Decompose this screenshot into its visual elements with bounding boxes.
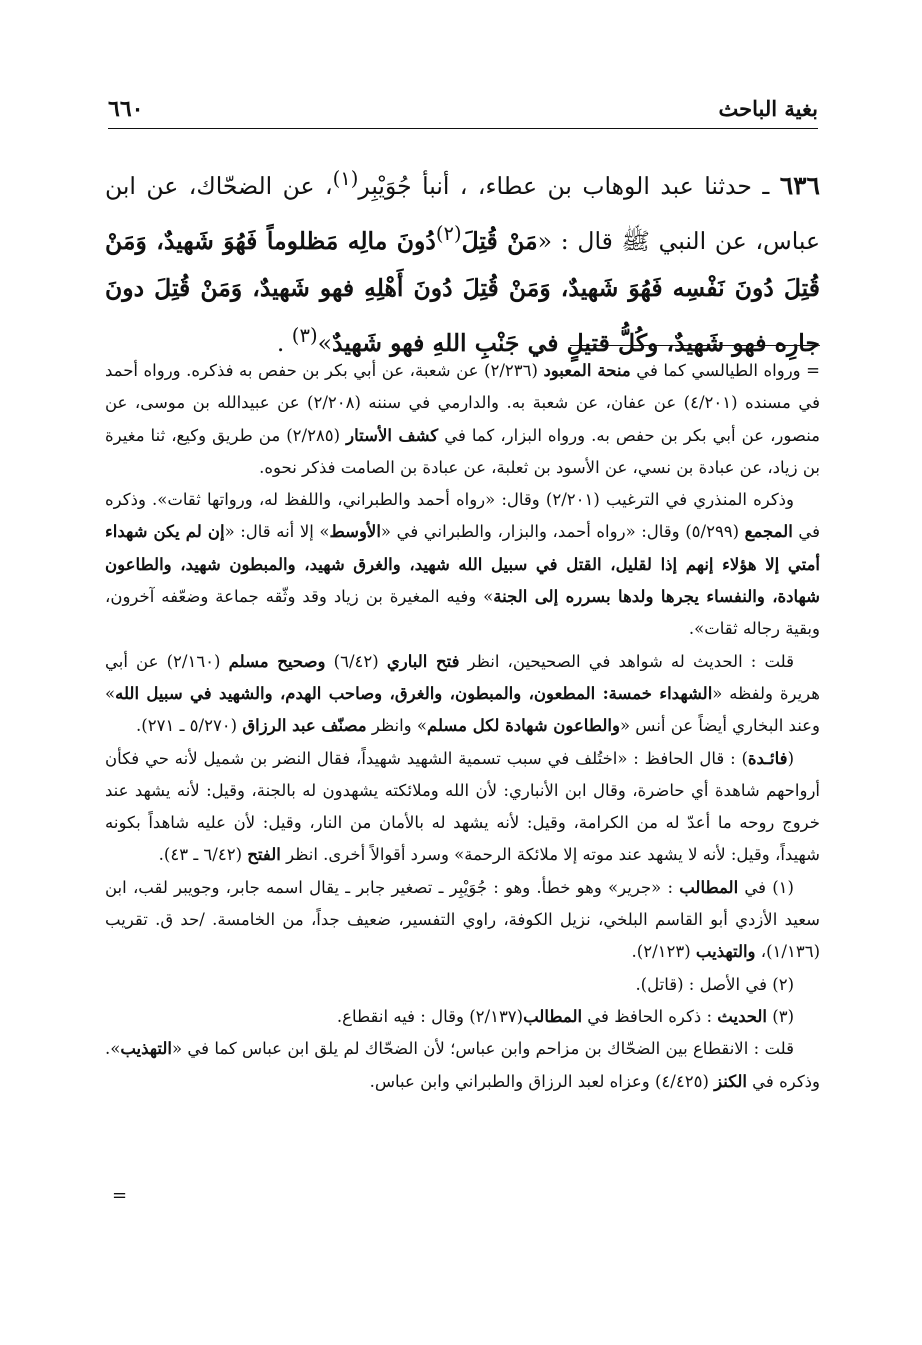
- hadith-end: .: [276, 328, 292, 357]
- hadith-matn: دُونَ مالِه مَظلوماً فَهُوَ شَهيدٌ، وَمَنْ قُتِلَ دُونَ نَفْسِه فَهُوَ شَهيدٌ، وَمَنْ قُتِلَ دُونَ أَهْلِهِ فهو شَهيدٌ، وَمَنْ قُتِلَ دونَ جارِه فهو شَهيدٌ، وكُلُّ قتيلٍ في جَنْبِ اللهِ فهو شَهيدٌ: [105, 226, 820, 357]
- hadith-dash: ـ: [751, 171, 780, 200]
- hadith-close-quote: »: [317, 328, 332, 357]
- text: (٤/٤٢٥) وعزاه لعبد الرزاق والطبراني وابن عباس.: [369, 1071, 715, 1091]
- footnotes: [105, 355, 820, 1098]
- text: » إلا أنه قال: «: [224, 522, 330, 542]
- continuation-mark: =: [112, 1185, 128, 1206]
- footnote-1: [105, 872, 820, 969]
- note-paragraph-2: [105, 484, 820, 645]
- source-title: كشف الأستار: [346, 425, 439, 445]
- text: » وانظر: [366, 716, 427, 736]
- quoted-hadith: الشهداء خمسة: المطعون، والمبطون، والغرق، وصاحب الهدم، والشهيد في سبيل الله: [115, 683, 713, 703]
- quoted-hadith: والطاعون شهادة لكل مسلم: [426, 716, 620, 736]
- note-paragraph-4: [105, 743, 820, 872]
- hadith-text: [105, 155, 820, 366]
- quoted-hadith: إن لم يكن شهداء أمتي إلا هؤلاء إنهم إذا لقليل، القتل في سبيل الله شهيد، والغرق شهيد، والمبطون شهيد، والطاعون شهادة، والنفساء يجرها ولدها بسرره إلى الجنة: [105, 522, 820, 607]
- text: (٢/١٣٧) وقال : فيه انقطاع.: [336, 1006, 524, 1026]
- source-title: وصحيح مسلم: [228, 651, 326, 671]
- source-title: مصنّف عبد الرزاق: [242, 716, 367, 736]
- source-title: الأوسط: [329, 522, 381, 542]
- source-title: المجمع: [744, 522, 793, 542]
- text: » وعند البخاري أيضاً عن أنس «: [105, 683, 820, 736]
- running-title: بغية الباحث: [718, 96, 818, 121]
- text: ) : قال الحافظ : «اختُلف في سبب تسمية الشهيد شهيداً، فقال النضر بن شميل لأنه حي فكأن أرواحهم شاهدة أي حاضرة، وقال ابن الأنباري: لأن الله وملائكته يشهدون له بالجنة، وقيل: لأنه يشهد عند خروج روحه ما أعدّ له من الكرامة، وقيل: لأنه يشهد له بالأمان من النار، وقيل: لأن عليه شاهداً بكونه شهيداً، وقيل: لأنه لا يشهد عند موته إلا ملائكة الرحمة» وسرد أقوالاً أخرى. انظر: [105, 748, 820, 865]
- text: » وفيه المغيرة بن زياد وقد وثّقه جماعة وضعّفه آخرون، وبقية رجاله ثقات».: [105, 587, 820, 639]
- footnote-3: [105, 1001, 820, 1033]
- text: (٥/٢٩٩) وقال: «رواه أحمد، والبزار، والطبراني في «: [380, 522, 745, 542]
- text: : ذكره الحافظ في: [582, 1006, 718, 1026]
- page-header: [108, 92, 818, 129]
- page-number: ٦٦٠: [108, 96, 144, 122]
- footnote-ref-1: (١): [332, 167, 359, 190]
- text: ». وذكره في: [105, 1039, 820, 1091]
- hadith-number: ٦٣٦: [779, 170, 820, 200]
- text: قلت : الحديث له شواهد في الصحيحين، انظر: [459, 651, 795, 671]
- footnote-divider: [570, 345, 820, 346]
- text: (٦/٤٢): [325, 651, 387, 671]
- text: = ورواه الطيالسي كما في: [630, 361, 820, 380]
- text: (٢/٢٨٥) من طريق وكيع، ثنا مغيرة بن زياد، عن عبادة بن نسي، عن الأسود بن ثعلبة، عن عبادة بن الصامت فذكر نحوه.: [105, 425, 820, 477]
- text: (٥/٢٧٠ ـ ٢٧١).: [136, 716, 243, 736]
- source-title: الفتح: [247, 845, 281, 865]
- text: (١) في: [738, 877, 794, 897]
- text: (٣): [767, 1006, 794, 1026]
- source-title: المطالب: [523, 1006, 583, 1026]
- hadith-isnad-cont: ، عن الضحّاك، عن ابن عباس، عن النبي ﷺ قال : «: [105, 171, 820, 255]
- text: (٦/٤٢ ـ ٤٣).: [158, 845, 248, 865]
- note-paragraph-1: [105, 355, 820, 484]
- text: وذكره المنذري في الترغيب (٢/٢٠١) وقال: «رواه أحمد والطبراني، واللفظ له، ورواتها ثقات». وذكره في: [105, 490, 820, 542]
- note-label: الحديث: [717, 1006, 767, 1026]
- source-title: فتح الباري: [386, 651, 460, 671]
- footnote-ref-2: (٢): [435, 221, 462, 245]
- hadith-isnad: حدثنا عبد الوهاب بن عطاء، ، أنبأ جُوَيْبِر: [358, 171, 752, 200]
- hadith-matn-start: مَنْ قُتِلَ: [461, 226, 538, 255]
- note-paragraph-3: [105, 646, 820, 743]
- footnote-ref-3: (٣): [291, 323, 318, 347]
- note-label: فائـدة: [747, 748, 788, 768]
- source-title: منحة المعبود: [543, 361, 631, 380]
- text: (: [787, 748, 794, 768]
- footnote-2: (٢) في الأصل : (قاتل).: [635, 974, 794, 994]
- text: (٢/٢٣٦) عن شعبة، عن أبي بكر بن حفص به فذكره. ورواه أحمد في مسنده (٤/٢٠١) عن عفان، عن شعبة به. والدارمي في سننه (٢/٢٠٨) عن عبيدالله بن موسى، عن منصور، عن أبي بكر بن حفص به. ورواه البزار، كما في: [105, 361, 821, 445]
- source-title: المطالب: [679, 877, 739, 897]
- source-title: والتهذيب: [695, 942, 756, 962]
- source-title: الكنز: [714, 1071, 747, 1091]
- text: (٢/١٢٣).: [631, 942, 696, 962]
- source-title: التهذيب: [120, 1039, 172, 1059]
- note-paragraph-5: [105, 1033, 820, 1098]
- text: (٢/١٦٠) عن أبي هريرة ولفظه «: [105, 651, 820, 703]
- text: : «جرير» وهو خطأ. وهو : جُوَيْبِر ـ تصغير جابر ـ يقال اسمه جابر، وجويبر لقب، ابن سعيد الأزدي أبو القاسم البلخي، نزيل الكوفة، راوي التفسير، ضعيف جداً، من الخامسة. /حد ق. تقريب (١/١٣٦)،: [105, 877, 820, 962]
- text: قلت : الانقطاع بين الضحّاك بن مزاحم وابن عباس؛ لأن الضحّاك لم يلق ابن عباس كما في «: [172, 1039, 794, 1059]
